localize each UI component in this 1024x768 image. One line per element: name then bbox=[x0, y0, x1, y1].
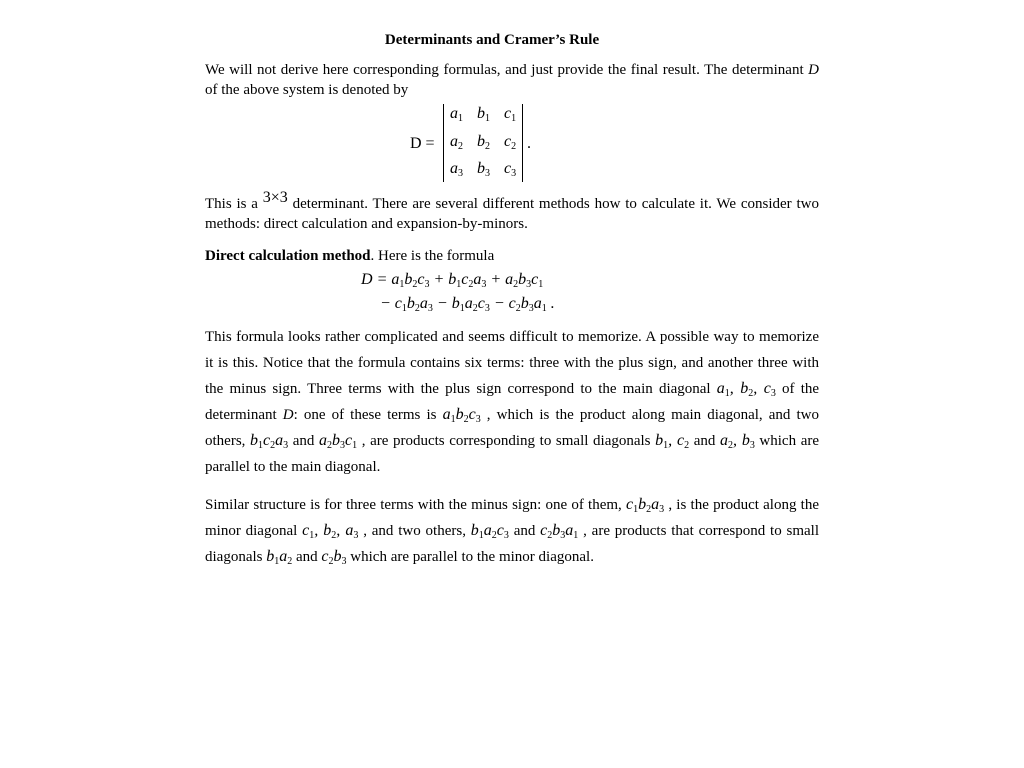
matrix-entry: $c_3$ bbox=[504, 160, 517, 179]
p5-term-minor: $c_1b_2a_3$ bbox=[626, 496, 665, 515]
p5-term-3: $c_2b_3a_1$ bbox=[540, 522, 579, 541]
method-heading: Direct calculation method bbox=[205, 248, 371, 264]
p5-text-6: and bbox=[292, 549, 322, 565]
p5-diag-2: $c_2b_3$ bbox=[321, 548, 347, 567]
memorize-paragraph bbox=[205, 324, 819, 480]
p4-text-4: , which is the product along main diagonal, and two others, bbox=[205, 407, 819, 449]
matrix-entry: $b_2$ bbox=[477, 133, 490, 152]
size-expression: 3×3 bbox=[262, 189, 288, 206]
size-paragraph bbox=[205, 189, 819, 234]
p4-text-2: of the determinant bbox=[205, 381, 820, 423]
intro-var-D: D bbox=[808, 62, 819, 78]
intro-paragraph bbox=[205, 60, 819, 100]
p4-term-3: $a_2b_3c_1$ bbox=[319, 432, 358, 451]
matrix-entry: $a_1$ bbox=[450, 105, 463, 124]
determinant-matrix bbox=[443, 104, 523, 182]
matrix-entry: $c_1$ bbox=[504, 105, 517, 124]
p5-diag-1: $b_1a_2$ bbox=[266, 548, 293, 567]
p4-text-1: This formula looks rather complicated and seems difficult to memorize. A possible way to memorize it is this. Notice that the formula contains six terms: three with the plus sign, and another three with the minus sign. Three terms with the plus sign correspond to the main diagonal bbox=[205, 329, 819, 397]
p4-term-main: $a_1b_2c_3$ bbox=[442, 406, 481, 425]
p5-text-7: which are parallel to the minor diagonal. bbox=[346, 549, 594, 565]
intro-text-2: of the above system is denoted by bbox=[205, 82, 409, 98]
minus-terms-paragraph bbox=[205, 492, 819, 570]
size-text-2: determinant. There are several different methods how to calculate it. We consider two methods: direct calculation and expansion-by-minors. bbox=[205, 196, 819, 232]
direct-formula bbox=[205, 270, 819, 318]
p5-text-2: , is the product along the minor diagonal bbox=[205, 497, 819, 539]
p4-term-2: $b_1c_2a_3$ bbox=[250, 432, 289, 451]
p5-text-1: Similar structure is for three terms with the minus sign: one of them, bbox=[205, 497, 627, 513]
formula-line-1: $D = a_1b_2c_3 + b_1c_2a_3 + a_2b_3c_1$ bbox=[361, 271, 544, 290]
document-page bbox=[205, 30, 819, 570]
matrix-entry: $c_2$ bbox=[504, 133, 517, 152]
p5-text-4: and bbox=[508, 523, 541, 539]
p4-text-5: and bbox=[288, 433, 319, 449]
matrix-entry: $a_2$ bbox=[450, 133, 463, 152]
matrix-entry: $b_3$ bbox=[477, 160, 490, 179]
p4-main-diagonal: $a_1$, $b_2$, $c_3$ bbox=[716, 380, 776, 399]
p4-text-7: and bbox=[689, 433, 720, 449]
p4-text-8: which are parallel to the main diagonal. bbox=[205, 433, 820, 475]
matrix-entry: $b_1$ bbox=[477, 105, 490, 124]
p4-text-3: : one of these terms is bbox=[293, 407, 443, 423]
p4-diag-2: $a_2$, $b_3$ bbox=[719, 432, 755, 451]
method-heading-paragraph bbox=[205, 246, 819, 266]
p5-term-2: $b_1a_2c_3$ bbox=[470, 522, 509, 541]
determinant-period: . bbox=[527, 135, 531, 152]
p4-text-6: , are products corresponding to small diagonals bbox=[357, 433, 656, 449]
determinant-lhs: D = bbox=[410, 135, 435, 152]
intro-text-1: We will not derive here corresponding formulas, and just provide the final result. The determinant bbox=[205, 62, 809, 78]
p4-var-D: D bbox=[282, 407, 294, 423]
formula-line-2: − $c_1b_2a_3 - b_1a_2c_3 - c_2b_3a_1$ . bbox=[380, 295, 555, 314]
page-title: Determinants and Cramer’s Rule bbox=[384, 32, 600, 48]
p5-text-5: , are products that correspond to small diagonals bbox=[205, 523, 820, 565]
method-heading-text: . Here is the formula bbox=[370, 248, 495, 264]
p5-text-3: , and two others, bbox=[358, 523, 471, 539]
p5-minor-diagonal: $c_1$, $b_2$, $a_3$ bbox=[302, 522, 359, 541]
p4-diag-1: $b_1$, $c_2$ bbox=[655, 432, 690, 451]
size-text-1: This is a bbox=[205, 196, 263, 212]
determinant-display bbox=[205, 106, 819, 186]
matrix-entry: $a_3$ bbox=[450, 160, 463, 179]
